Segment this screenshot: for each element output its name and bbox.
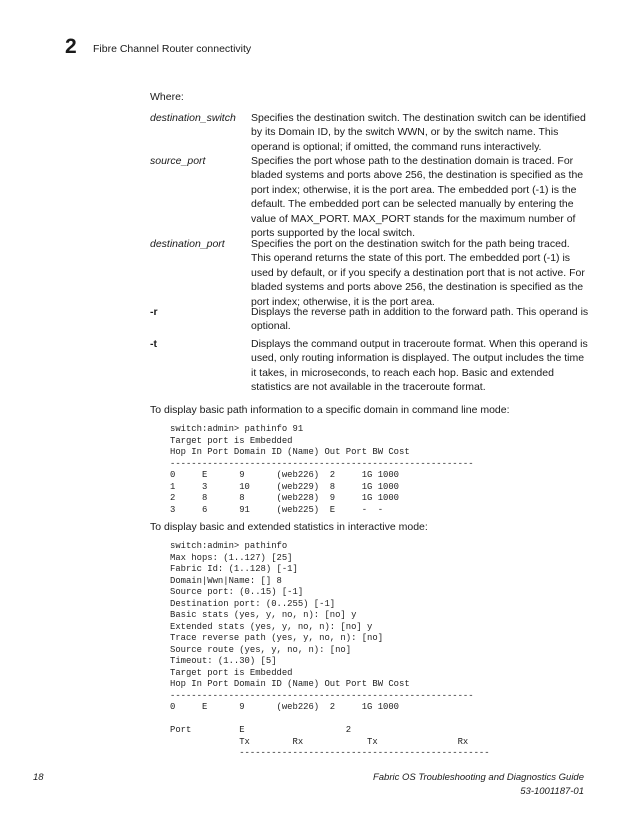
example2-intro: To display basic and extended statistics in interactive mode: [150, 521, 428, 533]
operand-description: Specifies the port on the destination switch for the path being traced. This operand returns the state of this port. The embedded port (-1) is used by default, or if you specify a destination port that is not active. For bladed systems and ports above 256, the destination is specified as the port index; otherwise, it is the port area. [251, 238, 585, 308]
example1-intro: To display basic path information to a specific domain in command line mode: [150, 404, 510, 416]
operand-description: Specifies the port whose path to the destination domain is traced. For bladed systems and ports above 256, the destination is specified as the port index; otherwise, it is the port area. The embedded port (-1) is the default. The embedded port can be selected manually by entering the value of MAX_PORT. MAX_PORT stands for the maximum number of ports supported by the local switch. [251, 155, 584, 240]
footer-guide-title: Fabric OS Troubleshooting and Diagnostics Guide [372, 772, 584, 783]
operand-description: Displays the reverse path in addition to the forward path. This operand is optional. [251, 306, 589, 333]
operand-term: destination_port [150, 238, 225, 250]
chapter-number: 2 [65, 35, 77, 58]
example2-code-block: switch:admin> pathinfo Max hops: (1..127) [25] Fabric Id: (1..128) [-1] Domain|Wwn|Name: [] 8 Source port: (0..15) [-1] Destination port: (0..255) [-1] Basic stats (yes, y, no, n): [no] y Extended stats (yes, y, no, n): [no] y Trace reverse path (yes, y, no, n): [no] Source route (yes, y, no, n): [no] Timeout: (1..30) [5] Target port is Embedded Hop In Port Domain ID (Name) Out Port BW Cost --------------------------------------------------------- 0 E 9 (web226) 2 1G 1000 Port E 2 Tx Rx Tx Rx ----------------------------------------------- [170, 541, 490, 758]
footer-doc-number: 53-1001187-01 [520, 786, 584, 797]
example1-code-block: switch:admin> pathinfo 91 Target port is Embedded Hop In Port Domain ID (Name) Out Port BW Cost --------------------------------------------------------- 0 E 9 (web226) 2 1G 1000 1 3 10 (web229) 8 1G 1000 2 8 8 (web228) 9 1G 1000 3 6 91 (web225) E - - [170, 424, 474, 515]
operand-description: Displays the command output in traceroute format. When this operand is used, only routing information is displayed. The output includes the time it takes, in microseconds, to reach each hop. Basic and extended statistics are not available in the traceroute format. [251, 338, 588, 394]
operand-term: -t [150, 338, 157, 350]
operand-term: source_port [150, 155, 206, 167]
where-label: Where: [150, 91, 184, 103]
chapter-title: Fibre Channel Router connectivity [93, 43, 252, 55]
operand-term: destination_switch [150, 112, 236, 124]
footer-page-number: 18 [33, 772, 44, 783]
operand-term: -r [150, 306, 158, 318]
operand-description: Specifies the destination switch. The destination switch can be identified by its Domain ID, by the switch WWN, or by the switch name. This operand is optional; if omitted, the command runs interactively. [251, 112, 586, 153]
